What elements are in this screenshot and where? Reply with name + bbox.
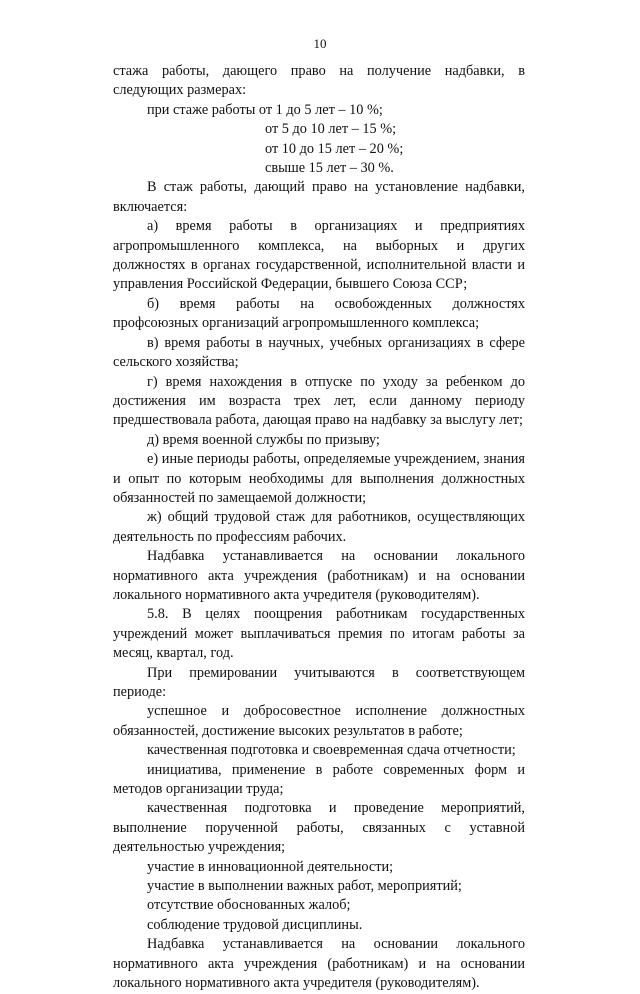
list-item: г) время нахождения в отпуске по уходу за ребенком до достижения им возраста трех лет, если данному периоду предшествовала работа, дающая право на надбавку за выслугу лет; (113, 373, 525, 429)
intro-line: стажа работы, дающего право на получение надбавки, в следующих размерах: (113, 63, 525, 99)
section-paragraph: 5.8. В целях поощрения работникам государственных учреждений может выплачиваться премия по итогам работы за месяц, квартал, год. (113, 606, 525, 662)
scale-item: от 5 до 10 лет – 15 %; (265, 121, 397, 138)
scale-item: свыше 15 лет – 30 %. (265, 160, 394, 177)
page-number: 10 (313, 36, 327, 51)
list-item: б) время работы на освобожденных должностях профсоюзных организаций агропромышленного комплекса; (113, 295, 525, 332)
list-item: д) время военной службы по призыву; (147, 431, 380, 448)
paragraph: В стаж работы, дающий право на установление надбавки, включается: (113, 179, 525, 215)
criteria-item: качественная подготовка и своевременная сдача отчетности; (147, 742, 516, 759)
list-item: ж) общий трудовой стаж для работников, осуществляющих деятельность по профессиям рабочих. (113, 509, 525, 545)
list-item: в) время работы в научных, учебных организациях в сфере сельского хозяйства; (113, 334, 525, 371)
paragraph: Надбавка устанавливается на основании локального нормативного акта учреждения (работникам) и на основании локального нормативного акта учредителя (руководителям). (113, 548, 525, 603)
criteria-item: участие в выполнении важных работ, мероприятий; (147, 878, 462, 895)
criteria-item: соблюдение трудовой дисциплины. (147, 916, 363, 933)
list-item: е) иные периоды работы, определяемые учреждением, знания и опыт по которым необходимы для выполнения должностных обязанностей по замещаемой должности; (113, 451, 525, 506)
criteria-item: отсутствие обоснованных жалоб; (147, 897, 351, 914)
criteria-item: инициатива, применение в работе современных форм и методов организации труда; (113, 761, 525, 798)
scale-item: от 10 до 15 лет – 20 %; (265, 140, 404, 157)
criteria-item: участие в инновационной деятельности; (147, 858, 394, 875)
criteria-item: успешное и добросовестное исполнение должностных обязанностей, достижение высоких результатов в работе; (113, 703, 525, 739)
list-item: а) время работы в организациях и предприятиях агропромышленного комплекса, на выборных и других должностях в органах государственной, исполнительной власти и управления Российской Федерации, бывшего Союза ССР; (113, 218, 525, 293)
paragraph: Надбавка устанавливается на основании локального нормативного акта учреждения (работникам) и на основании локального нормативного акта учредителя (руководителям). (113, 936, 525, 992)
scale-item: при стаже работы от 1 до 5 лет – 10 %; (147, 101, 383, 118)
criteria-item: качественная подготовка и проведение мероприятий, выполнение порученной работы, связанных с уставной деятельностью учреждения; (113, 800, 525, 856)
document-body (113, 62, 525, 994)
paragraph: При премировании учитываются в соответствующем периоде: (113, 664, 525, 700)
